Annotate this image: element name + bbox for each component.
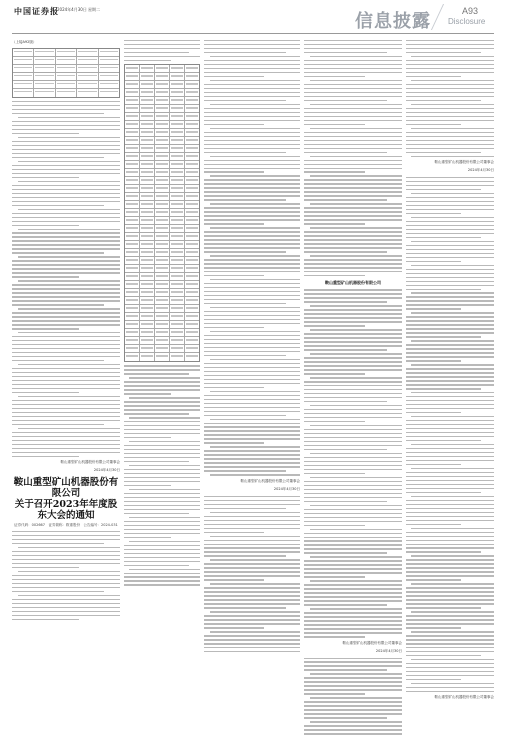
body-text-block xyxy=(124,40,200,61)
section-title-english: Disclosure xyxy=(448,17,486,26)
body-text-block xyxy=(204,40,300,476)
announcement-code: 证券代码：002667 证券简称：鞍重股份 公告编号：2024-031 xyxy=(14,523,118,527)
signature-date: 2024年4月30日 xyxy=(273,486,300,491)
body-text-block xyxy=(304,658,402,735)
body-text-block xyxy=(124,365,200,586)
headline-company: 鞍山重型矿山机器股份有限公司 xyxy=(13,477,119,499)
newspaper-name: 中国证券报 xyxy=(14,6,59,16)
section-title: 信息披露 xyxy=(355,11,431,32)
issue-weekday: 星期二 xyxy=(88,7,100,12)
signature-unit: 鞍山重型矿山机器股份有限公司董事会 xyxy=(342,640,402,645)
data-table xyxy=(12,48,120,98)
bottom-signature: 鞍山重型矿山机器股份有限公司董事会 xyxy=(434,695,494,700)
column-4 xyxy=(304,40,402,742)
signature-unit: 鞍山重型矿山机器股份有限公司董事会 xyxy=(434,159,494,164)
masthead-rule xyxy=(12,33,494,34)
column-2 xyxy=(124,40,200,742)
body-text-block xyxy=(12,101,120,457)
body-text-block xyxy=(406,177,494,692)
continuation-label: （上接A92版） xyxy=(12,40,37,44)
column-1 xyxy=(12,40,120,742)
masthead xyxy=(0,0,506,34)
page-number: A93 xyxy=(462,6,479,16)
signature-date: 2024年4月30日 xyxy=(93,468,120,472)
data-table xyxy=(124,64,200,362)
signature-date: 2024年4月30日 xyxy=(467,167,494,172)
body-text-block xyxy=(204,496,300,653)
signature-unit: 鞍山重型矿山机器股份有限公司董事会 xyxy=(60,460,120,464)
column-3 xyxy=(204,40,300,742)
signature-date: 2024年4月30日 xyxy=(375,648,402,653)
body-text-block xyxy=(406,40,494,157)
announcement-headline xyxy=(12,477,120,521)
section-heading: 鞍山重型矿山机器股份有限公司 xyxy=(325,280,381,286)
issue-date: 2024年4月30日 xyxy=(57,7,87,12)
signature-unit: 鞍山重型矿山机器股份有限公司董事会 xyxy=(240,478,300,483)
body-text-block xyxy=(304,40,402,276)
body-text-block xyxy=(304,289,402,637)
column-5 xyxy=(406,40,494,742)
headline-type: 关于召开2023年年度股东大会的通知 xyxy=(14,499,118,521)
body-text-block xyxy=(12,531,120,620)
